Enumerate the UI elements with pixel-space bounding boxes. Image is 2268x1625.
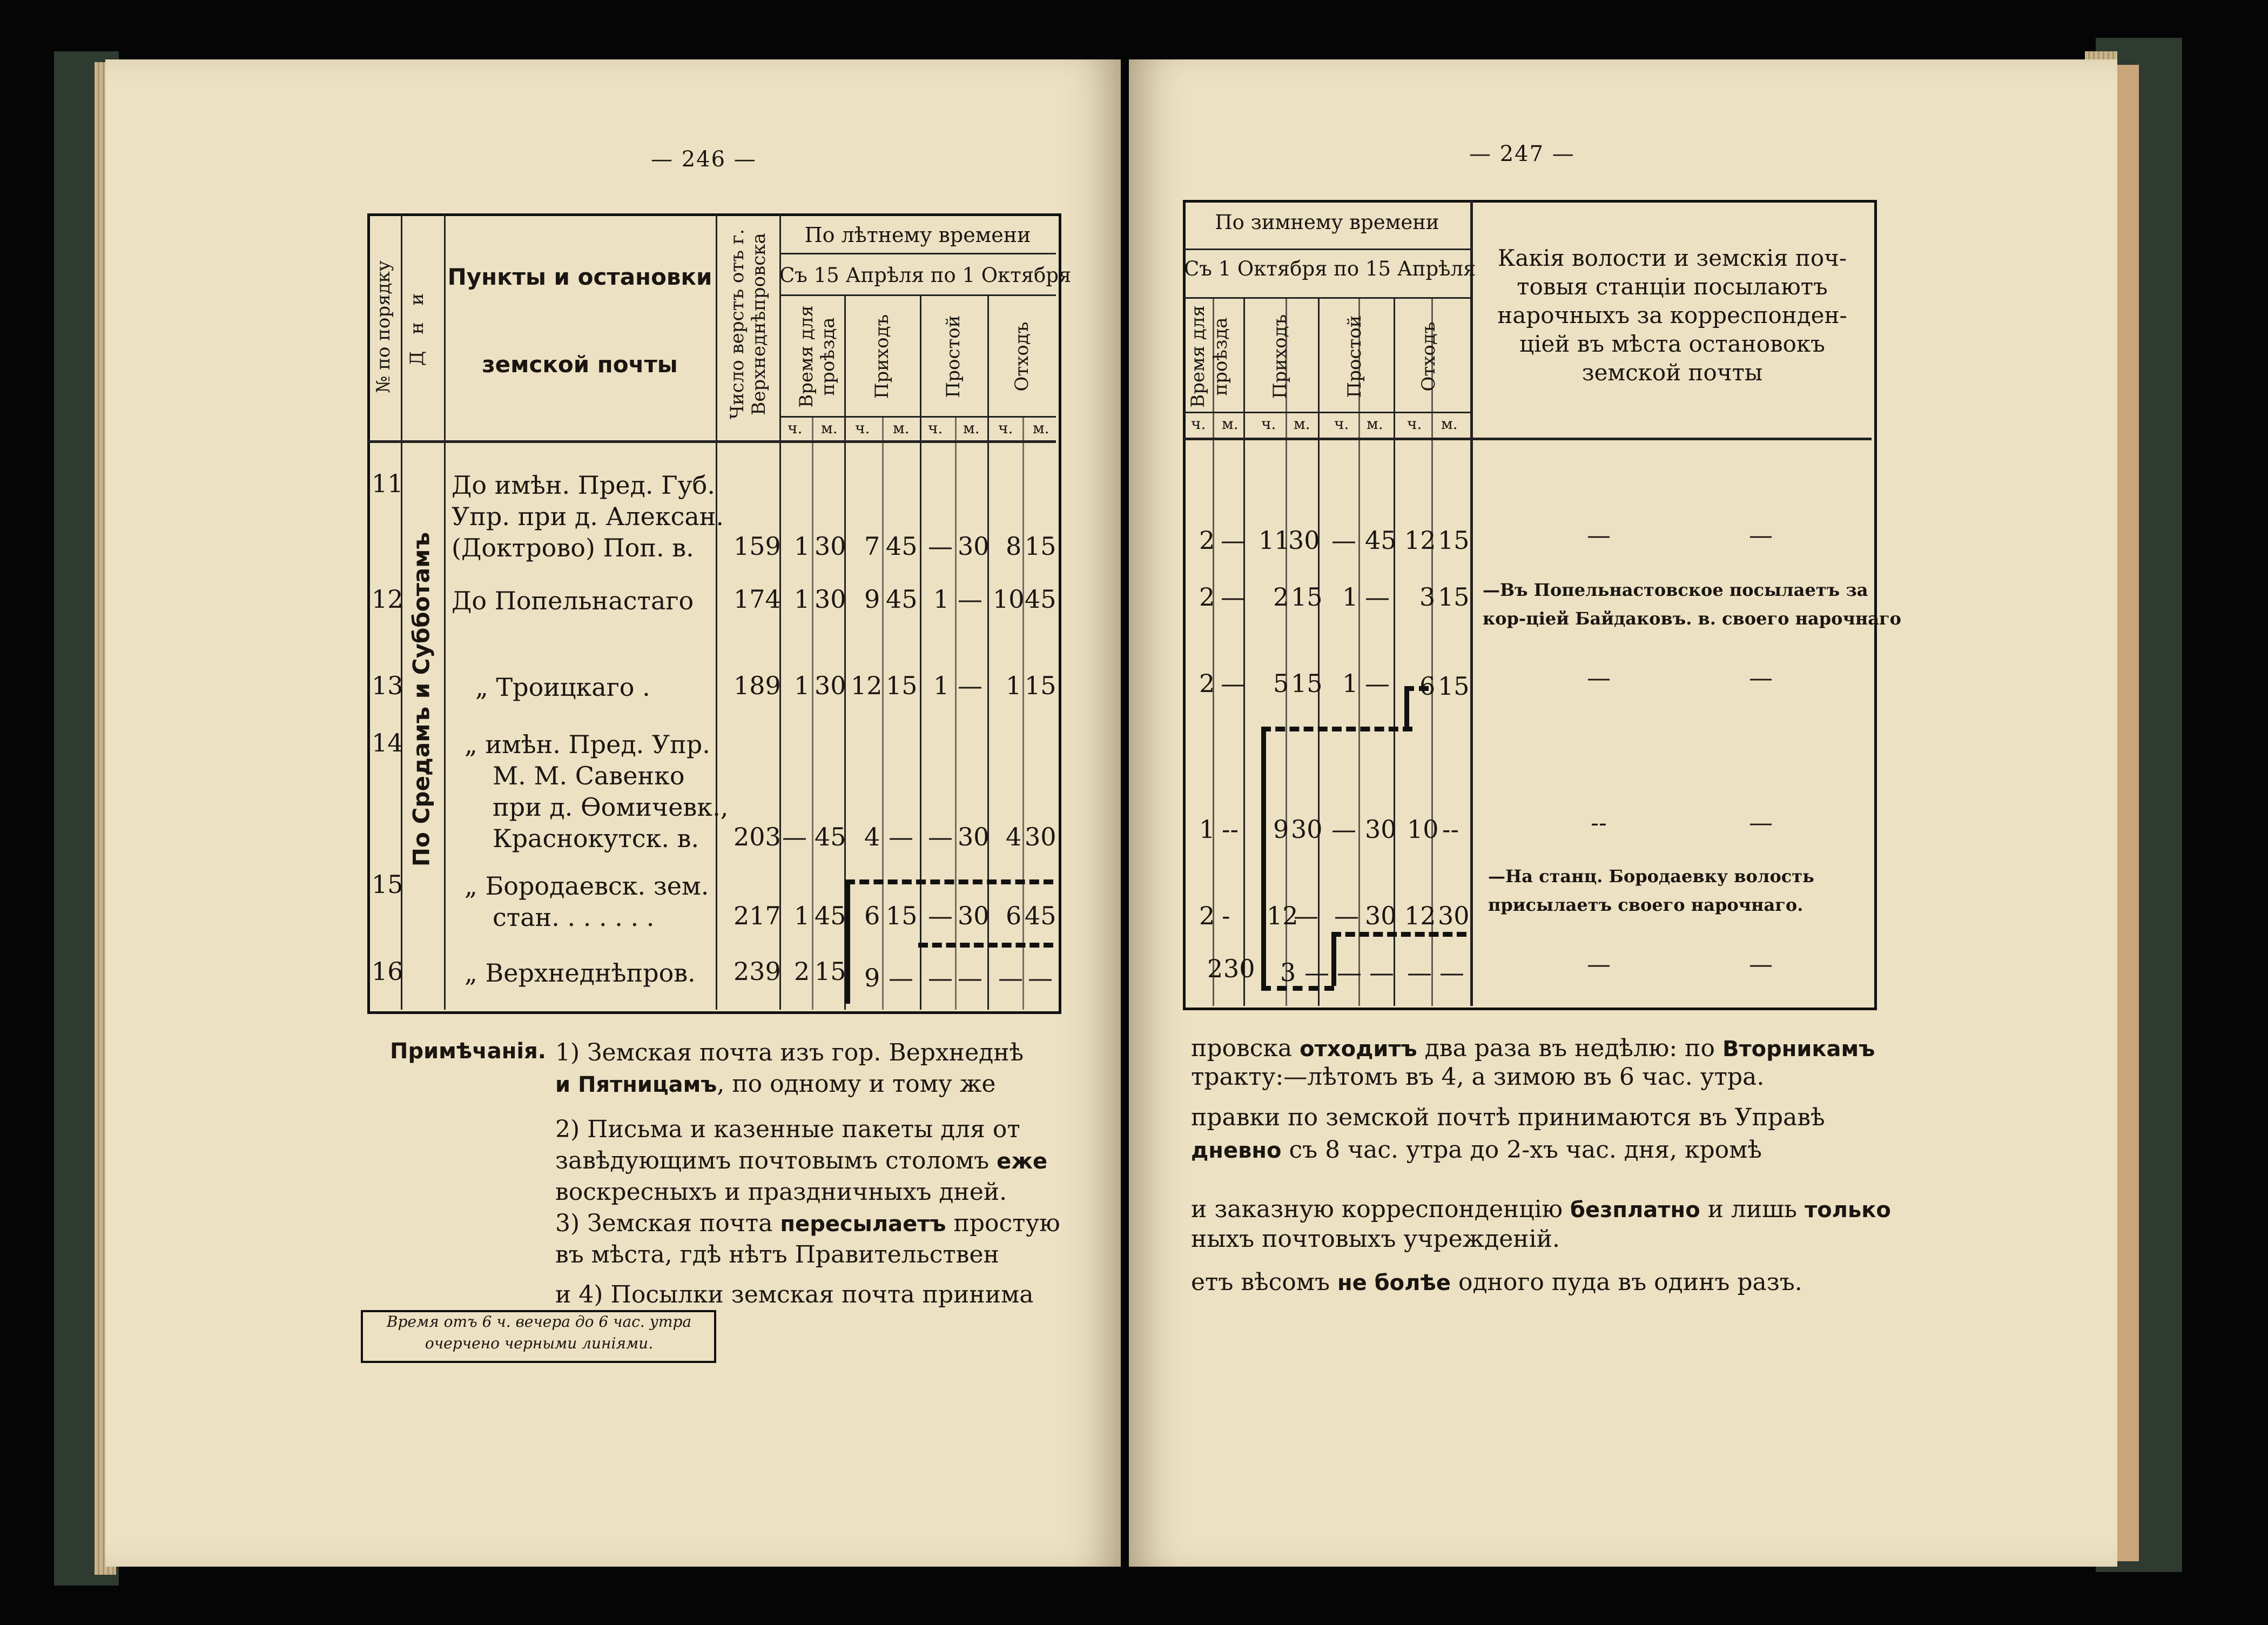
departure-h: 8: [1006, 532, 1022, 561]
distance-cell: 239: [733, 957, 781, 986]
note-line: воскресныхъ и праздничныхъ дней.: [555, 1178, 1007, 1206]
header-winter: По зимнему времени: [1215, 211, 1439, 234]
volost-note: кор-ціей Байдаковъ. в. своего нарочнаго: [1483, 608, 1901, 629]
idle-h: 1: [1342, 669, 1358, 698]
arrival-m: —: [1304, 958, 1329, 987]
idle-m: 30: [958, 532, 990, 561]
distance-cell: 217: [733, 901, 781, 930]
travel-m: 45: [815, 901, 846, 930]
idle-m: —: [1365, 582, 1390, 612]
note-line: тракту:—лѣтомъ въ 4, а зимою въ 6 час. утра.: [1191, 1063, 1765, 1091]
night-line: [845, 879, 1053, 884]
idle-h: —: [1337, 958, 1362, 987]
unit-h: ч.: [1407, 415, 1422, 433]
night-line: [1404, 686, 1409, 729]
header-idle: Простой: [1344, 315, 1365, 398]
arrival-h: 9: [1273, 815, 1289, 844]
unit-h: ч.: [928, 419, 943, 437]
night-line: [1331, 932, 1466, 937]
header-travel-line1: Время для: [796, 305, 817, 408]
departure-h: 6: [1006, 901, 1022, 930]
idle-m: —: [1369, 958, 1394, 987]
idle-m: 30: [958, 901, 990, 930]
arrival-h: 5: [1273, 669, 1289, 698]
idle-h: —: [928, 532, 953, 561]
travel-h: 2: [1199, 669, 1215, 698]
arrival-m: —: [889, 822, 913, 851]
travel-m: —: [1221, 582, 1246, 612]
idle-h: —: [1331, 526, 1356, 555]
point-name: „ Троицкаго .: [475, 673, 650, 702]
idle-m: 30: [1365, 815, 1397, 844]
note-line: въ мѣста, гдѣ нѣтъ Правительствен: [555, 1241, 999, 1268]
night-line: [1261, 727, 1412, 731]
header-number: № по порядку: [373, 260, 394, 393]
header-travel-line2: проѣзда: [817, 317, 839, 396]
point-name: М. М. Савенко: [493, 761, 685, 790]
unit-m: м.: [893, 419, 910, 437]
travel-h: 1: [794, 585, 810, 614]
header-travel-line2: проѣзда: [1210, 317, 1231, 396]
night-line: [1404, 686, 1429, 691]
arrival-h: 12: [1267, 901, 1298, 930]
point-name: До имѣн. Пред. Губ.: [452, 471, 715, 500]
night-line: [1261, 986, 1334, 991]
unit-h: ч.: [1261, 415, 1276, 433]
note-line: и заказную корреспонденцію безплатно и лишь только: [1191, 1196, 1891, 1223]
arrival-h: 4: [864, 822, 880, 851]
travel-m: —: [1221, 669, 1246, 698]
unit-m: м.: [821, 419, 838, 437]
distance-cell: 189: [733, 671, 781, 700]
idle-m: —: [958, 585, 982, 614]
header-summer: По лѣтнему времени: [804, 223, 1031, 247]
arrival-m: 15: [886, 671, 918, 700]
idle-m: —: [958, 963, 982, 992]
note-line: завѣдующимъ почтовымъ столомъ еже: [555, 1147, 1048, 1174]
arrival-m: 45: [886, 585, 918, 614]
volost-header-line: нарочныхъ за корреспонден-: [1497, 302, 1847, 328]
unit-h: ч.: [788, 419, 803, 437]
travel-m: -: [1222, 901, 1230, 930]
right-page-number: — 247 —: [1469, 142, 1575, 166]
unit-h: ч.: [1191, 415, 1206, 433]
departure-m: 15: [1438, 582, 1470, 612]
note-line: правки по земской почтѣ принимаются въ Управѣ: [1191, 1104, 1825, 1131]
note-line: дневно съ 8 час. утра до 2-хъ час. дня, кромѣ: [1191, 1136, 1762, 1164]
point-name: Краснокутск. в.: [493, 824, 699, 853]
point-name: „ имѣн. Пред. Упр.: [465, 730, 710, 759]
unit-m: м.: [963, 419, 980, 437]
travel-h: —: [782, 822, 807, 851]
header-summer-dates: Съ 15 Апрѣля по 1 Октября: [779, 264, 1072, 287]
volost-header-line: товыя станціи посылаютъ: [1517, 273, 1828, 300]
volost-dash: —: [1749, 809, 1773, 837]
arrival-h: 7: [864, 532, 880, 561]
point-name: „ Бородаевск. зем.: [465, 871, 709, 901]
volost-header-line: Какія волости и земскія поч-: [1497, 245, 1847, 271]
departure-h: 12: [1404, 901, 1436, 930]
point-name: стан. . . . . . .: [493, 903, 655, 932]
night-line: [1331, 932, 1336, 986]
idle-h: 1: [933, 585, 950, 614]
travel-m: 30: [1223, 954, 1255, 983]
travel-h: 2: [1199, 582, 1215, 612]
note-line: и 4) Посылки земская почта принима: [555, 1281, 1034, 1308]
departure-h: 1: [1006, 671, 1022, 700]
note-line: ныхъ почтовыхъ учрежденій.: [1191, 1225, 1560, 1253]
point-name: Упр. при д. Алексан.: [452, 502, 724, 531]
header-arrival: Приходъ: [871, 314, 893, 399]
arrival-m: —: [889, 963, 913, 992]
departure-h: —: [1407, 958, 1432, 987]
arrival-m: 15: [1291, 669, 1323, 698]
arrival-h: 11: [1258, 526, 1290, 555]
arrival-h: 2: [1273, 582, 1289, 612]
travel-h: 1: [794, 671, 810, 700]
idle-m: —: [958, 671, 982, 700]
departure-m: 15: [1438, 672, 1470, 701]
header-travel-line1: Время для: [1187, 305, 1209, 408]
header-points-line1: Пункты и остановки: [447, 264, 712, 290]
header-arrival: Приходъ: [1269, 314, 1291, 399]
arrival-m: 30: [1291, 815, 1323, 844]
arrival-h: 12: [851, 671, 883, 700]
note-line: етъ вѣсомъ не болѣе одного пуда въ одинъ разъ.: [1191, 1268, 1802, 1296]
header-idle: Простой: [943, 315, 964, 398]
note-line: 2) Письма и казенные пакеты для от: [555, 1116, 1020, 1143]
volost-dash: —: [1587, 522, 1611, 549]
point-name: (Доктрово) Поп. в.: [452, 533, 694, 562]
unit-m: м.: [1367, 415, 1383, 433]
idle-h: 1: [933, 671, 950, 700]
departure-h: 4: [1006, 822, 1022, 851]
departure-h: 10: [1407, 815, 1439, 844]
left-page-number: — 246 —: [651, 147, 757, 172]
arrival-m: 15: [1291, 582, 1323, 612]
distance-cell: 203: [733, 822, 781, 851]
departure-m: 15: [1438, 526, 1470, 555]
row-number: 15: [372, 870, 403, 899]
departure-m: 45: [1025, 585, 1056, 614]
volost-note: —Въ Попельнастовское посылаетъ за: [1483, 580, 1868, 600]
arrival-h: 3: [1280, 958, 1296, 987]
header-departure: Отходъ: [1418, 321, 1439, 392]
volost-header-line: земской почты: [1581, 359, 1763, 386]
travel-h: 2: [1199, 526, 1215, 555]
footnote-line2: очерчено черными линіями.: [425, 1334, 654, 1352]
travel-h: 2: [1207, 954, 1223, 983]
travel-h: 1: [794, 901, 810, 930]
header-winter-dates: Съ 1 Октября по 15 Апрѣля: [1184, 257, 1476, 280]
arrival-m: 30: [1288, 526, 1320, 555]
header-distance-line2: Верхнеднѣпровска: [748, 233, 770, 415]
departure-m: 15: [1025, 671, 1056, 700]
travel-m: 30: [815, 671, 846, 700]
night-line: [845, 879, 850, 1004]
travel-m: 30: [815, 532, 846, 561]
travel-m: 30: [815, 585, 846, 614]
departure-h: 12: [1404, 526, 1436, 555]
travel-m: 45: [815, 822, 846, 851]
page-edge-color: [2117, 65, 2139, 1561]
note-line: и Пятницамъ, по одному и тому же: [555, 1070, 996, 1098]
distance-cell: 159: [733, 532, 781, 561]
travel-h: 2: [794, 957, 810, 986]
night-line: [918, 943, 1053, 948]
departure-m: 15: [1025, 532, 1056, 561]
point-name: при д. Ѳомичевк.,: [493, 793, 729, 822]
night-line: [1261, 727, 1266, 989]
idle-h: —: [928, 901, 953, 930]
point-name: „ Верхнеднѣпров.: [465, 958, 696, 988]
arrival-m: 15: [886, 901, 918, 930]
arrival-h: 6: [864, 901, 880, 930]
row-number: 11: [372, 469, 403, 498]
idle-m: —: [1365, 669, 1390, 698]
note-line: 3) Земская почта пересылаетъ простую: [555, 1210, 1060, 1237]
volost-note: присылаетъ своего нарочнаго.: [1488, 895, 1803, 915]
departure-m: 45: [1025, 901, 1056, 930]
travel-m: —: [1221, 526, 1246, 555]
arrival-h: 9: [864, 585, 880, 614]
travel-m: 15: [815, 957, 846, 986]
departure-m: —: [1439, 958, 1464, 987]
travel-h: 2: [1199, 901, 1215, 930]
volost-dash: —: [1749, 951, 1773, 978]
idle-h: 1: [1342, 582, 1358, 612]
travel-h: 1: [1199, 815, 1215, 844]
travel-h: 1: [794, 532, 810, 561]
arrival-h: 9: [864, 963, 880, 992]
volost-dash: —: [1587, 664, 1611, 692]
departure-m: 30: [1438, 901, 1470, 930]
header-departure: Отходъ: [1011, 321, 1033, 392]
unit-h: ч.: [855, 419, 870, 437]
unit-m: м.: [1294, 415, 1310, 433]
idle-h: —: [928, 822, 953, 851]
note-line: провска отходитъ два раза въ недѣлю: по Вторникамъ: [1191, 1035, 1875, 1062]
departure-h: 6: [1419, 672, 1436, 701]
volost-note: —На станц. Бородаевку волость: [1488, 866, 1814, 887]
departure-h: —: [998, 963, 1023, 992]
volost-dash: —: [1587, 951, 1611, 978]
arrival-m: —: [1294, 901, 1318, 930]
volost-dash: —: [1749, 522, 1773, 549]
row-number: 13: [372, 671, 403, 700]
unit-m: м.: [1441, 415, 1458, 433]
idle-h: —: [928, 963, 953, 992]
point-name: До Попельнастаго: [452, 586, 694, 615]
header-days: Д н и: [406, 287, 428, 366]
unit-m: м.: [1033, 419, 1049, 437]
volost-header-line: ціей въ мѣста остановокъ: [1519, 331, 1825, 357]
notes-label: Примѣчанія.: [390, 1039, 546, 1064]
departure-m: --: [1442, 815, 1459, 844]
volost-dash: --: [1591, 809, 1607, 837]
departure-h: 10: [993, 585, 1025, 614]
idle-m: 30: [958, 822, 990, 851]
idle-m: 45: [1365, 526, 1397, 555]
distance-cell: 174: [733, 585, 781, 614]
travel-m: --: [1222, 815, 1239, 844]
header-distance-line1: Число верстъ отъ г.: [726, 229, 748, 420]
departure-h: 3: [1419, 582, 1436, 612]
departure-m: 30: [1025, 822, 1056, 851]
arrival-m: 45: [886, 532, 918, 561]
row-number: 16: [372, 957, 403, 986]
row-number: 12: [372, 585, 403, 614]
unit-h: ч.: [998, 419, 1013, 437]
footnote-line1: Время отъ 6 ч. вечера до 6 час. утра: [386, 1313, 692, 1331]
volost-dash: —: [1749, 664, 1773, 692]
idle-m: 30: [1365, 901, 1397, 930]
unit-h: ч.: [1334, 415, 1349, 433]
note-line: 1) Земская почта изъ гор. Верхнеднѣ: [555, 1039, 1024, 1066]
days-value: По Средамъ и Субботамъ: [408, 532, 435, 867]
departure-m: —: [1028, 963, 1053, 992]
idle-h: —: [1334, 901, 1359, 930]
row-number: 14: [372, 728, 403, 757]
unit-m: м.: [1222, 415, 1239, 433]
header-points-line2: земской почты: [482, 351, 678, 378]
idle-h: —: [1331, 815, 1356, 844]
